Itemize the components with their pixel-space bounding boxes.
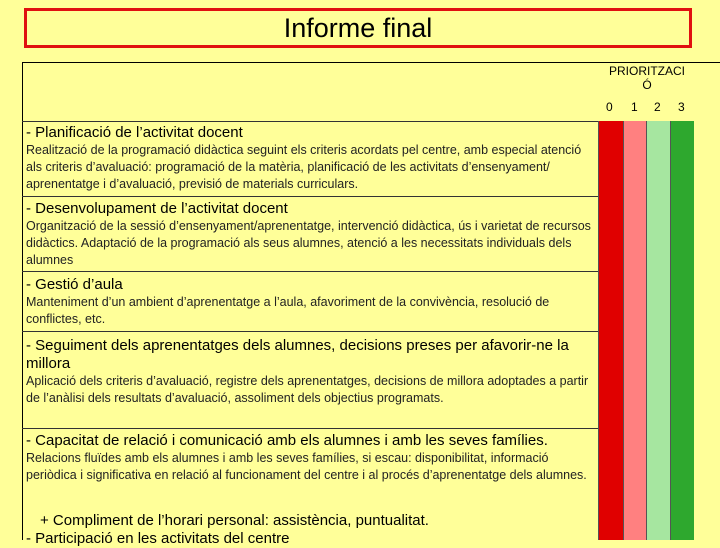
section-heading: - Gestió d’aula <box>26 276 123 293</box>
section-description: Relacions fluïdes amb els alumnes i amb les seves famílies, si escau: disponibilitat, informació periòdica i significativa en relació al funcionament del centre i al procés d’aprenentatge dels alumnes. <box>26 451 587 482</box>
divider <box>22 428 598 429</box>
priority-scale-2: 2 <box>654 100 661 114</box>
section-relacio <box>26 432 594 484</box>
section-description: Organització de la sessió d’ensenyament/aprenentatge, intervenció didàctica, ús i varietat de recursos didàctics. Adaptació de la programació als seus alumnes, atenció a les necessitats individuals dels alumnes <box>26 219 591 267</box>
section-planificacio <box>26 124 594 193</box>
section-description: Aplicació dels criteris d’avaluació, registre dels aprenentatges, decisions de millora adoptades a partir de l’anàlisi dels resultats d’avaluació, assoliment dels objectius programats. <box>26 374 589 405</box>
priority-scale-3: 3 <box>678 100 685 114</box>
priority-column-1[interactable] <box>623 121 646 540</box>
divider <box>22 121 598 122</box>
section-description: Manteniment d’un ambient d’aprenentatge a l’aula, afavoriment de la convivència, resolució de conflictes, etc. <box>26 295 550 326</box>
title-box <box>24 8 692 48</box>
divider <box>22 331 598 332</box>
priority-column-0[interactable] <box>598 121 623 540</box>
page-title: Informe final <box>283 12 433 43</box>
section-heading: - Capacitat de relació i comunicació amb els alumnes i amb les seves famílies. <box>26 432 548 449</box>
section-heading: - Seguiment dels aprenentatges dels alumnes, decisions preses per afavorir-ne la millora <box>26 337 569 372</box>
priority-column-2[interactable] <box>646 121 670 540</box>
priority-header-label: PRIORITZACI Ó <box>608 64 685 92</box>
section-gestio-aula <box>26 276 594 328</box>
priority-scale-1: 1 <box>631 100 638 114</box>
priority-header <box>600 64 694 92</box>
priority-column-3[interactable] <box>670 121 694 540</box>
section-description: Realització de la programació didàctica seguint els criteris acordats pel centre, amb especial atenció als criteris d’avaluació: programació de la matèria, planificació de les activitats d’ensenyament/ aprenentatge i d’avaluació, previsió de materials curriculars. <box>26 143 582 191</box>
priority-scale-0: 0 <box>606 100 613 114</box>
divider <box>22 271 598 272</box>
cut-off-item-participacio: - Participació en les activitats del centre <box>26 530 290 547</box>
section-desenvolupament <box>26 200 594 269</box>
divider <box>22 196 598 197</box>
overlapping-item-horari: + Compliment de l’horari personal: assistència, puntualitat. <box>40 512 429 529</box>
section-heading: - Desenvolupament de l’activitat docent <box>26 200 288 217</box>
section-heading: - Planificació de l’activitat docent <box>26 124 243 141</box>
section-seguiment <box>26 337 594 407</box>
